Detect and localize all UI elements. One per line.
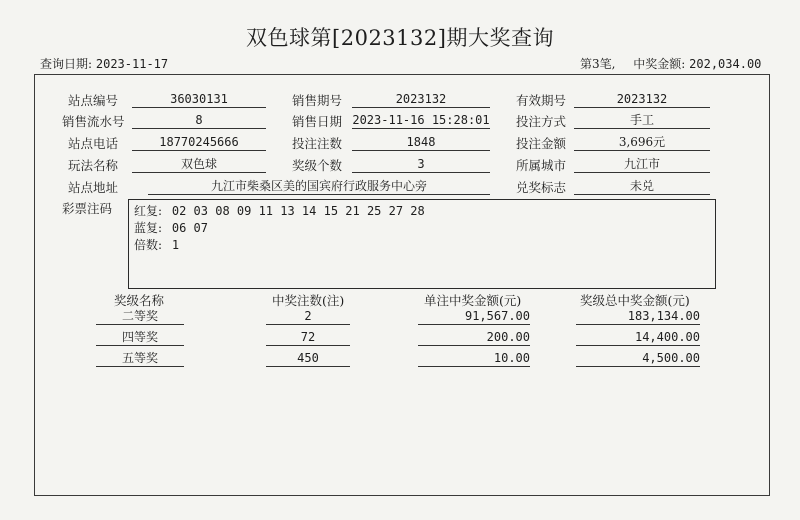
prize-name-cell: 二等奖	[96, 309, 184, 325]
blue-balls-numbers: 06 07	[171, 221, 208, 235]
summary	[580, 55, 761, 72]
sale-date-label: 销售日期	[292, 114, 343, 129]
total-amount-cell: 14,400.00	[576, 330, 700, 346]
redeem-flag-value: 未兑	[574, 179, 710, 195]
query-date-label: 查询日期:	[40, 57, 93, 71]
prize-name-cell: 四等奖	[96, 330, 184, 346]
serial-no-value: 8	[132, 113, 266, 129]
station-phone-value: 18770245666	[132, 135, 266, 151]
page-title: 双色球第[2023132]期大奖查询	[246, 26, 554, 50]
valid-issue-value: 2023132	[574, 92, 710, 108]
header-unit-amount: 单注中奖金额(元)	[424, 293, 522, 308]
unit-amount-cell: 91,567.00	[418, 309, 530, 325]
blue-balls-label: 蓝复:	[134, 221, 163, 235]
station-no-label: 站点编号	[68, 93, 119, 108]
ticket-label: 彩票注码	[62, 201, 113, 216]
station-no-value: 36030131	[132, 92, 266, 108]
redeem-flag-label: 兑奖标志	[516, 180, 567, 195]
header-win-count: 中奖注数(注)	[272, 293, 345, 308]
multiple-label: 倍数:	[134, 238, 163, 252]
prize-levels-label: 奖级个数	[292, 158, 343, 173]
bet-amount-label: 投注金额	[516, 136, 567, 151]
game-name-value: 双色球	[132, 157, 266, 173]
red-balls-line	[134, 202, 425, 219]
header-total-amount: 奖级总中奖金额(元)	[580, 293, 690, 308]
red-balls-label: 红复:	[134, 204, 163, 218]
sale-issue-value: 2023132	[352, 92, 490, 108]
red-balls-numbers: 02 03 08 09 11 13 14 15 21 25 27 28	[171, 204, 425, 218]
unit-amount-cell: 10.00	[418, 351, 530, 367]
sale-date-value: 2023-11-16 15:28:01	[352, 113, 490, 127]
city-label: 所属城市	[516, 158, 567, 173]
prize-levels-value: 3	[352, 157, 490, 173]
query-date-value: 2023-11-17	[95, 57, 169, 71]
game-name-label: 玩法名称	[68, 158, 119, 173]
multiple-line	[134, 236, 179, 253]
summary-count: 第3笔,	[580, 57, 616, 71]
sale-issue-label: 销售期号	[292, 93, 343, 108]
header-prize-name: 奖级名称	[114, 293, 165, 308]
blue-balls-line	[134, 219, 208, 236]
station-address-label: 站点地址	[68, 180, 119, 195]
bet-count-label: 投注注数	[292, 136, 343, 151]
total-amount-cell: 183,134.00	[576, 309, 700, 325]
win-count-cell: 2	[266, 309, 350, 325]
summary-amount: 202,034.00	[689, 57, 762, 71]
valid-issue-label: 有效期号	[516, 93, 567, 108]
bet-amount-value: 3,696元	[574, 135, 710, 151]
bet-method-label: 投注方式	[516, 114, 567, 129]
bet-count-value: 1848	[352, 135, 490, 151]
query-date	[40, 55, 168, 72]
station-phone-label: 站点电话	[68, 136, 119, 151]
total-amount-cell: 4,500.00	[576, 351, 700, 367]
station-address-value: 九江市柴桑区美的国宾府行政服务中心旁	[148, 179, 490, 195]
win-count-cell: 450	[266, 351, 350, 367]
unit-amount-cell: 200.00	[418, 330, 530, 346]
bet-method-value: 手工	[574, 113, 710, 129]
win-count-cell: 72	[266, 330, 350, 346]
summary-amount-label: 中奖金额:	[633, 57, 686, 71]
prize-name-cell: 五等奖	[96, 351, 184, 367]
city-value: 九江市	[574, 157, 710, 173]
serial-no-label: 销售流水号	[62, 114, 125, 129]
multiple-value: 1	[171, 238, 180, 252]
